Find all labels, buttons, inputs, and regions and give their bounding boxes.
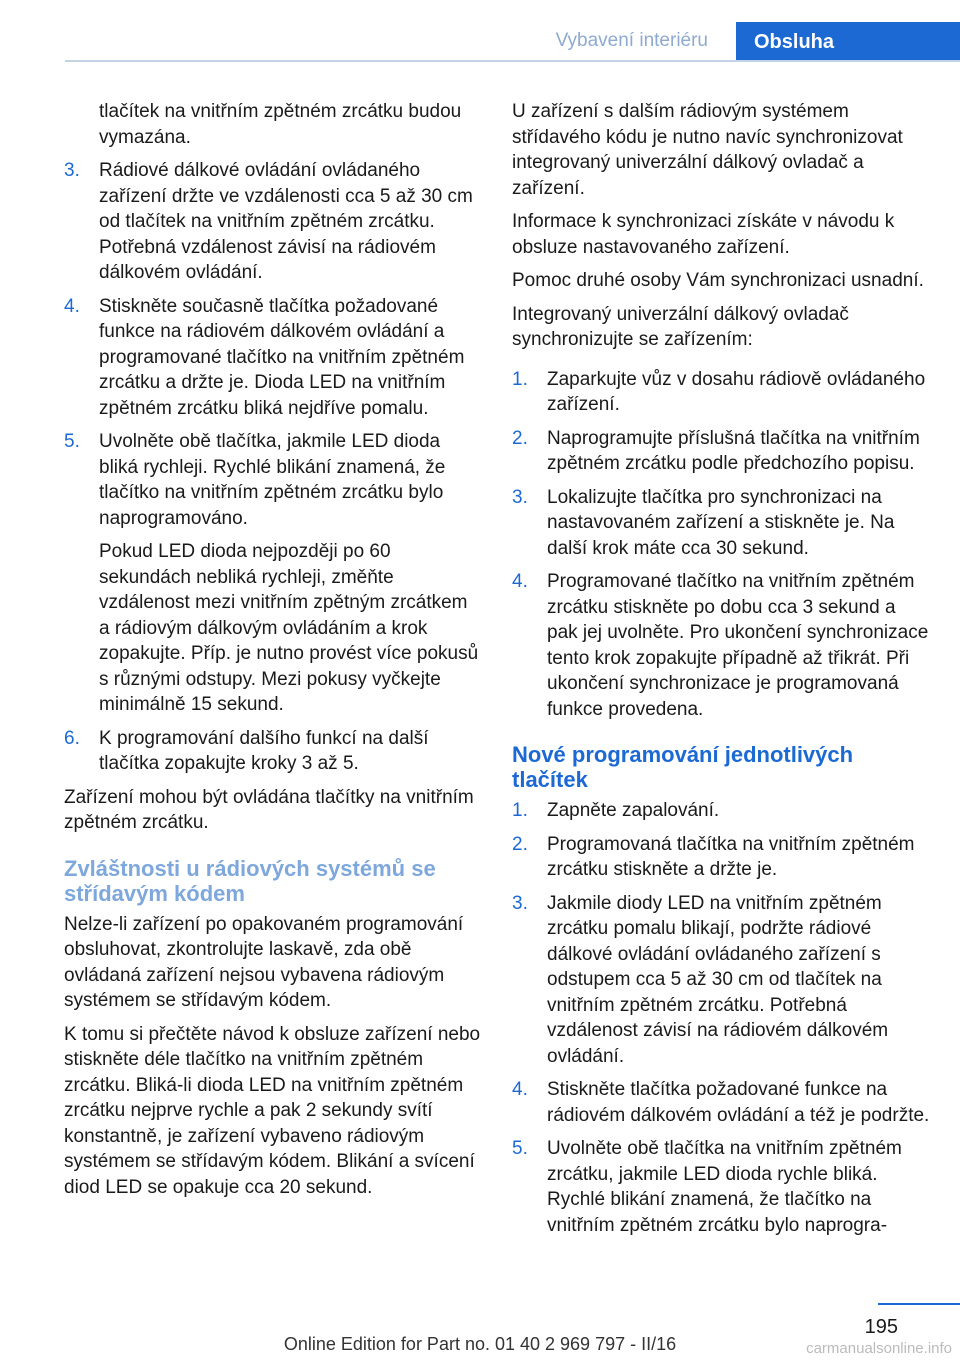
- list-number: 5.: [512, 1138, 528, 1159]
- paragraph: Zařízení mohou být ovládána tlačítky na vnitřním zpětném zrcátku.: [64, 786, 474, 833]
- list-number: 6.: [64, 727, 80, 749]
- right-column: [512, 99, 930, 1246]
- list-item: [512, 1077, 930, 1128]
- list-number: 4.: [512, 1079, 528, 1100]
- list-item: [512, 485, 930, 562]
- list-text: K programování dalšího funkcí na další tlačítka zopakujte kroky 3 až 5.: [99, 727, 429, 774]
- section-heading: Nové programování jednotlivých tlačítek: [512, 742, 854, 792]
- paragraph: Integrovaný univerzální dálkový ovladač synchronizujte se zařízením:: [512, 303, 849, 350]
- list-text: Zapněte zapalování.: [547, 800, 720, 821]
- list-item: [512, 1136, 930, 1238]
- paragraph: U zařízení s dalším rádiovým systémem střídavého kódu je nutno navíc synchronizovat integrovaný univerzální dálkový ovladač a zařízení.: [512, 101, 903, 199]
- list-text: Programované tlačítko na vnitřním zpětném zrcátku stiskněte po dobu cca 3 sekund a pak jej uvolněte. Pro ukončení synchronizace tento krok zopakujte případně až třikrát. Při ukončení synchronizace je programovaná funkce provedena.: [547, 571, 929, 720]
- page-number: 195: [864, 1316, 898, 1338]
- list-item: [512, 832, 930, 883]
- list-item: [512, 367, 930, 418]
- list-item: [64, 429, 482, 718]
- list-number: 3.: [64, 160, 80, 181]
- continued-text: tlačítek na vnitřním zpětném zrcátku budou vymazána.: [99, 101, 462, 148]
- list-number: 1.: [512, 368, 528, 390]
- list-number: 3.: [512, 892, 528, 914]
- list-number: 4.: [512, 571, 528, 592]
- paragraph: Informace k synchronizaci získáte v návodu k obsluze nastavovaného zařízení.: [512, 211, 895, 258]
- header-rule: [65, 60, 960, 62]
- list-text: Uvolněte obě tlačítka, jakmile LED dioda bliká rychleji. Rychlé blikání znamená, že tlačítko na vnitřním zpětném zrcátku bylo naprogramováno.: [99, 431, 446, 529]
- paragraph: K tomu si přečtěte návod k obsluze zařízení nebo stiskněte déle tlačítko na vnitřním zpětném zrcátku. Bliká-li dioda LED na vnitřním zpětném zrcátku nejprve rychle a pak 2 sekundy svítí konstantně, je zařízení vybaveno rádiovým systémem se střídavým kódem. Blikání a svícení diod LED se opakuje cca 20 sekund.: [64, 1023, 481, 1198]
- section-heading: Zvláštnosti u rádiových systémů se střídavým kódem: [64, 855, 436, 906]
- list-subparagraph: Pokud LED dioda nejpozději po 60 sekundách nebliká rychleji, změňte vzdálenost mezi vnitřním zpětným zrcátkem a rádiovým dálkovým ovládáním a krok zopakujte. Příp. je nutno provést více pokusů s různými odstupy. Mezi pokusy vyčkejte minimálně 15 sekund.: [99, 541, 479, 715]
- page-header: [0, 0, 960, 62]
- left-column: [64, 99, 482, 1208]
- list-number: 4.: [64, 295, 80, 317]
- footer-rule: [878, 1303, 960, 1305]
- list-text: Uvolněte obě tlačítka na vnitřním zpětném zrcátku, jakmile LED dioda rychle bliká. Rychlé blikání znamená, že tlačítko na vnitřním zpětném zrcátku bylo naprogra-: [547, 1138, 902, 1236]
- paragraph: Nelze-li zařízení po opakovaném programování obsluhovat, zkontrolujte laskavě, zda obě ovládaná zařízení nejsou vybavena rádiovým systémem se střídavým kódem.: [64, 913, 464, 1011]
- list-item: [512, 798, 930, 824]
- list-text: Stiskněte tlačítka požadované funkce na rádiovém dálkovém ovládání a též je podržte.: [547, 1079, 930, 1126]
- list-number: 3.: [512, 486, 528, 508]
- list-number: 5.: [64, 431, 80, 452]
- watermark-text: carmanualsonline.info: [806, 1340, 952, 1357]
- list-item: [64, 158, 482, 286]
- list-number: 2.: [512, 833, 528, 855]
- edition-note: Online Edition for Part no. 01 40 2 969 797 - II/16: [283, 1334, 677, 1354]
- section-title: Vybavení interiéru: [555, 30, 708, 51]
- list-text: Lokalizujte tlačítka pro synchronizaci na nastavovaném zařízení a stiskněte je. Na další krok máte cca 30 sekund.: [547, 486, 895, 559]
- list-item: [512, 891, 930, 1070]
- list-item: [64, 294, 482, 422]
- list-number: 2.: [512, 427, 528, 449]
- list-item: [64, 726, 482, 777]
- list-text: Naprogramujte příslušná tlačítka na vnitřním zpětném zrcátku podle předchozího popisu.: [547, 427, 920, 474]
- list-text: Programovaná tlačítka na vnitřním zpětném zrcátku stiskněte a držte je.: [547, 833, 915, 880]
- list-text: Stiskněte současně tlačítka požadované funkce na rádiovém dálkovém ovládání a programované tlačítko na vnitřním zpětném zrcátku a držte je. Dioda LED na vnitřním zpětném zrcátku bliká nejdříve pomalu.: [99, 295, 465, 419]
- list-item: [512, 569, 930, 722]
- list-number: 1.: [512, 800, 528, 821]
- chapter-tab: Obsluha: [736, 22, 960, 62]
- list-item: [512, 426, 930, 477]
- list-text: Jakmile diody LED na vnitřním zpětném zrcátku pomalu blikají, podržte rádiové dálkové ovládání ovládaného zařízení s odstupem cca 5 až 30 cm od tlačítek na vnitřním zpětném zrcátku. Potřebná vzdálenost závisí na rádiovém dálkovém ovládání.: [547, 892, 889, 1067]
- paragraph: Pomoc druhé osoby Vám synchronizaci usnadní.: [512, 270, 924, 291]
- list-text: Zaparkujte vůz v dosahu rádiově ovládaného zařízení.: [547, 368, 926, 415]
- list-text: Rádiové dálkové ovládání ovládaného zařízení držte ve vzdálenosti cca 5 až 30 cm od tlačítek na vnitřním zpětném zrcátku. Potřebná vzdálenost závisí na rádiovém dálkovém ovládání.: [99, 160, 473, 283]
